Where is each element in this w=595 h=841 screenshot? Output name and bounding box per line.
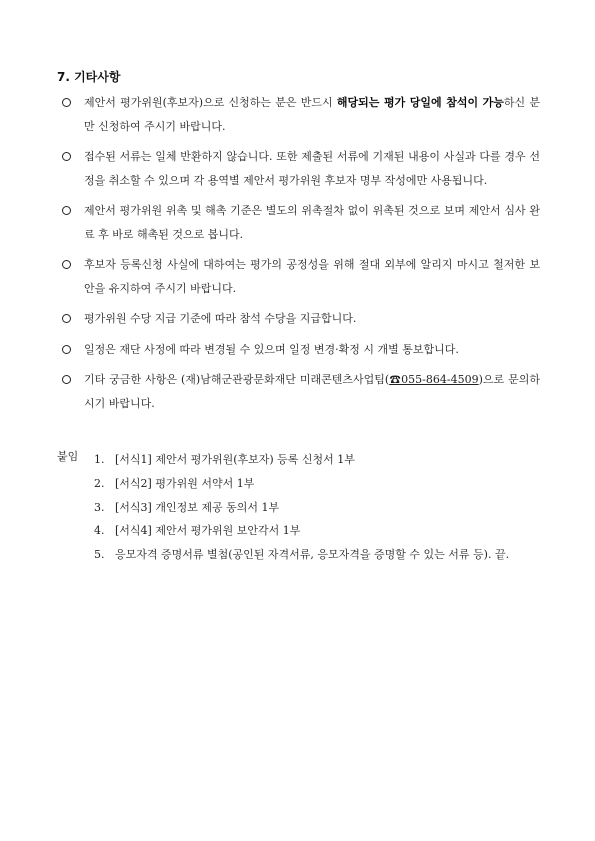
note-item	[62, 253, 540, 300]
note-text: 접수된 서류는 일체 반환하지 않습니다. 또한 제출된 서류에 기재된 내용이 사실과 다를 경우 선정을 취소할 수 있으며 각 용역별 제안서 평가위원 후보자 명부 작성에만 사용됩니다.	[84, 150, 540, 187]
note-item	[62, 145, 540, 192]
attachments-label: 붙임	[57, 450, 79, 463]
note-text: 일정은 재단 사정에 따라 변경될 수 있으며 일정 변경·확정 시 개별 통보합니다.	[84, 342, 459, 356]
notes-list	[62, 91, 540, 422]
attachment-number: 2.	[94, 476, 105, 490]
circle-bullet-icon	[62, 206, 71, 215]
attachment-text: [서식4] 제안서 평가위원 보안각서 1부	[115, 524, 301, 538]
note-text: 후보자 등록신청 사실에 대하여는 평가의 공정성을 위해 절대 외부에 알리지 마시고 철저한 보안을 유지하여 주시기 바랍니다.	[84, 258, 540, 295]
note-text: 제안서 평가위원 위촉 및 해촉 기준은 별도의 위촉절차 없이 위촉된 것으로 보며 제안서 심사 완료 후 바로 해촉된 것으로 봅니다.	[84, 204, 540, 241]
note-item	[62, 338, 540, 362]
attachment-item	[94, 472, 542, 496]
circle-bullet-icon	[62, 260, 71, 269]
attachment-number: 1.	[94, 453, 105, 466]
attachment-text: 응모자격 증명서류 별첨(공인된 자격서류, 응모자격을 증명할 수 있는 서류 등). 끝.	[115, 548, 510, 562]
note-item	[62, 199, 540, 246]
note-emphasis: 해당되는 평가 당일에 참석이 가능	[336, 96, 504, 109]
circle-bullet-icon	[62, 375, 71, 384]
attachment-number: 5.	[94, 548, 105, 562]
note-text: 하신 분만 신청하여 주시기 바랍니다.	[84, 96, 540, 133]
note-item	[62, 368, 540, 415]
section-title: 7. 기타사항	[57, 70, 121, 84]
attachment-text: [서식2] 평가위원 서약서 1부	[115, 476, 255, 490]
attachment-item	[94, 448, 542, 472]
attachment-text: [서식1] 제안서 평가위원(후보자) 등록 신청서 1부	[115, 453, 355, 466]
note-text: 제안서 평가위원(후보자)으로 신청하는 분은 반드시	[84, 96, 337, 109]
attachment-item	[94, 496, 542, 520]
attachments-list	[94, 448, 542, 567]
note-text: 기타 궁금한 사항은 (재)남해군관광문화재단 미래콘텐츠사업팀(	[84, 373, 390, 386]
circle-bullet-icon	[62, 314, 71, 323]
note-item	[62, 307, 540, 331]
note-text: 평가위원 수당 지급 기준에 따라 참석 수당을 지급합니다.	[84, 312, 357, 325]
attachment-item	[94, 519, 542, 543]
attachment-number: 3.	[94, 500, 105, 514]
contact-phone: ☎055-864-4509	[389, 373, 479, 386]
circle-bullet-icon	[62, 152, 71, 161]
attachment-number: 4.	[94, 524, 105, 538]
circle-bullet-icon	[62, 98, 71, 107]
circle-bullet-icon	[62, 345, 71, 354]
note-item	[62, 91, 540, 138]
attachment-text: [서식3] 개인정보 제공 동의서 1부	[115, 500, 280, 514]
attachment-item	[94, 543, 542, 567]
note-text: )으로 문의하시기 바랍니다.	[84, 373, 541, 410]
